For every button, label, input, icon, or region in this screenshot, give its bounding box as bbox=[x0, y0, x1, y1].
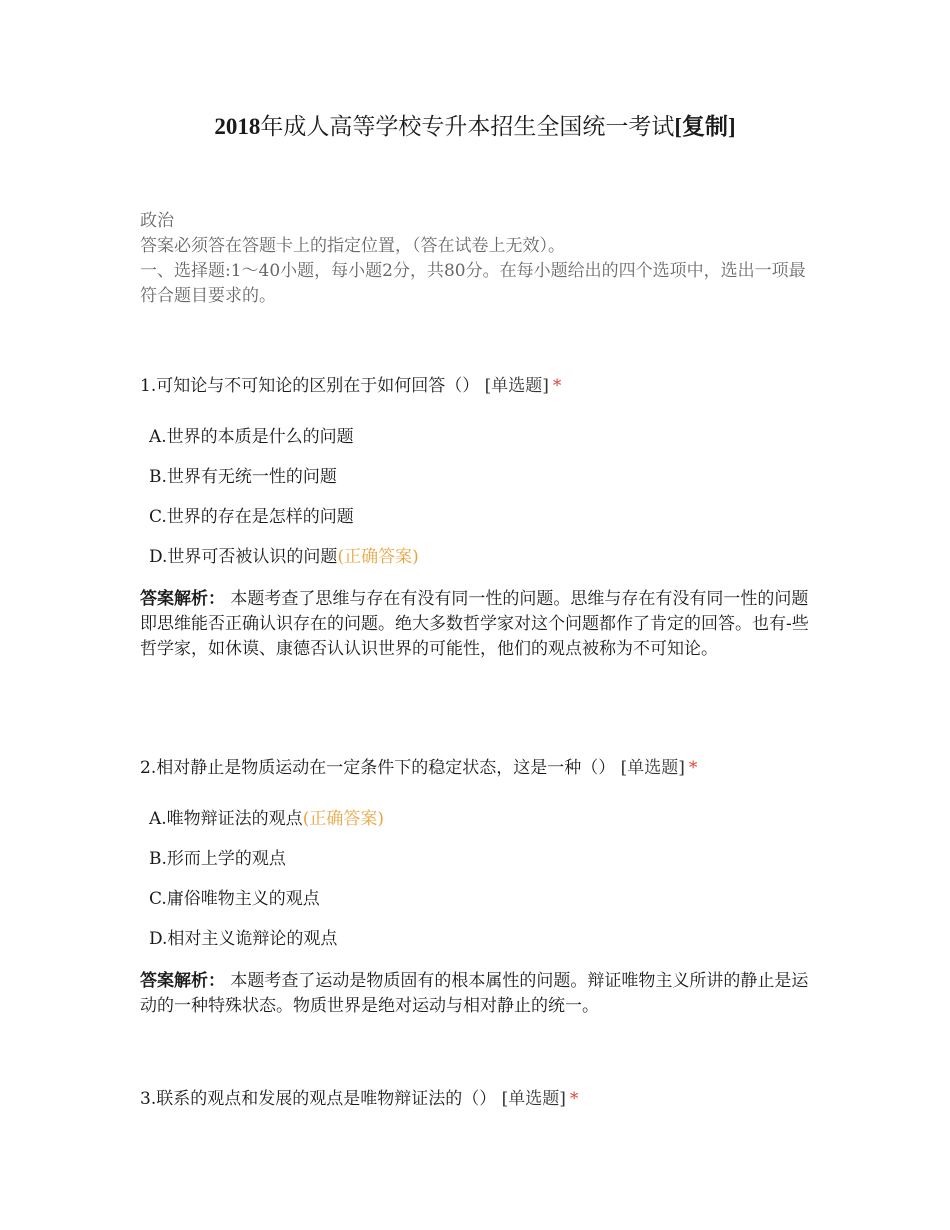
section-instructions: 一、选择题:1～40小题，每小题2分，共80分。在每小题给出的四个选项中，选出一项最符合题目要求的。 bbox=[140, 261, 806, 306]
required-marker: * bbox=[552, 376, 562, 396]
options-list bbox=[140, 417, 820, 577]
question-1 bbox=[140, 374, 820, 662]
required-marker: * bbox=[688, 758, 698, 778]
question-title bbox=[140, 1087, 820, 1112]
option-b[interactable]: B.形而上学的观点 bbox=[149, 849, 286, 869]
option-a[interactable]: A.世界的本质是什么的问题 bbox=[149, 427, 354, 447]
analysis-label: 答案解析： bbox=[140, 589, 225, 609]
exam-intro bbox=[140, 209, 820, 309]
title-text: 年成人高等学校专升本招生全国统一考试 bbox=[260, 114, 675, 139]
question-3 bbox=[140, 1087, 820, 1112]
option-text: A.唯物辩证法的观点 bbox=[149, 809, 303, 829]
option-a[interactable] bbox=[149, 799, 820, 839]
correct-answer-tag: (正确答案) bbox=[337, 547, 419, 567]
title-year: 2018 bbox=[214, 114, 261, 139]
options-list bbox=[140, 799, 820, 959]
option-d[interactable] bbox=[149, 537, 820, 577]
analysis-label: 答案解析： bbox=[140, 971, 225, 991]
question-text: 2.相对静止是物质运动在一定条件下的稳定状态，这是一种（） bbox=[140, 758, 616, 778]
option-c[interactable]: C.庸俗唯物主义的观点 bbox=[149, 889, 320, 909]
option-b[interactable]: B.世界有无统一性的问题 bbox=[149, 467, 337, 487]
question-type: [单选题] bbox=[484, 376, 549, 396]
analysis-text: 本题考查了思维与存在有没有同一性的问题。思维与存在有没有同一性的问题即思维能否正确认识存在的问题。绝大多数哲学家对这个问题都作了肯定的回答。也有-些哲学家，如休谟、康德否认认识世界的可能性，他们的观点被称为不可知论。 bbox=[140, 589, 809, 659]
subject-label: 政治 bbox=[140, 211, 174, 231]
question-2 bbox=[140, 756, 820, 1019]
question-text: 1.可知论与不可知论的区别在于如何回答（） bbox=[140, 376, 480, 396]
answer-analysis bbox=[140, 969, 820, 1019]
answer-note: 答案必须答在答题卡上的指定位置，（答在试卷上无效）。 bbox=[140, 236, 565, 256]
question-text: 3.联系的观点和发展的观点是唯物辩证法的（） bbox=[140, 1089, 497, 1109]
option-d[interactable]: D.相对主义诡辩论的观点 bbox=[149, 929, 338, 949]
question-title bbox=[140, 374, 820, 399]
option-text: D.世界可否被认识的问题 bbox=[149, 547, 338, 567]
correct-answer-tag: (正确答案) bbox=[302, 809, 384, 829]
answer-analysis bbox=[140, 587, 820, 662]
title-suffix: [复制] bbox=[674, 114, 736, 139]
analysis-text: 本题考查了运动是物质固有的根本属性的问题。辩证唯物主义所讲的静止是运动的一种特殊状态。物质世界是绝对运动与相对静止的统一。 bbox=[140, 971, 809, 1016]
question-title bbox=[140, 756, 820, 781]
question-type: [单选题] bbox=[620, 758, 685, 778]
option-c[interactable]: C.世界的存在是怎样的问题 bbox=[149, 507, 354, 527]
required-marker: * bbox=[569, 1089, 579, 1109]
document-title bbox=[0, 112, 950, 142]
question-type: [单选题] bbox=[501, 1089, 566, 1109]
